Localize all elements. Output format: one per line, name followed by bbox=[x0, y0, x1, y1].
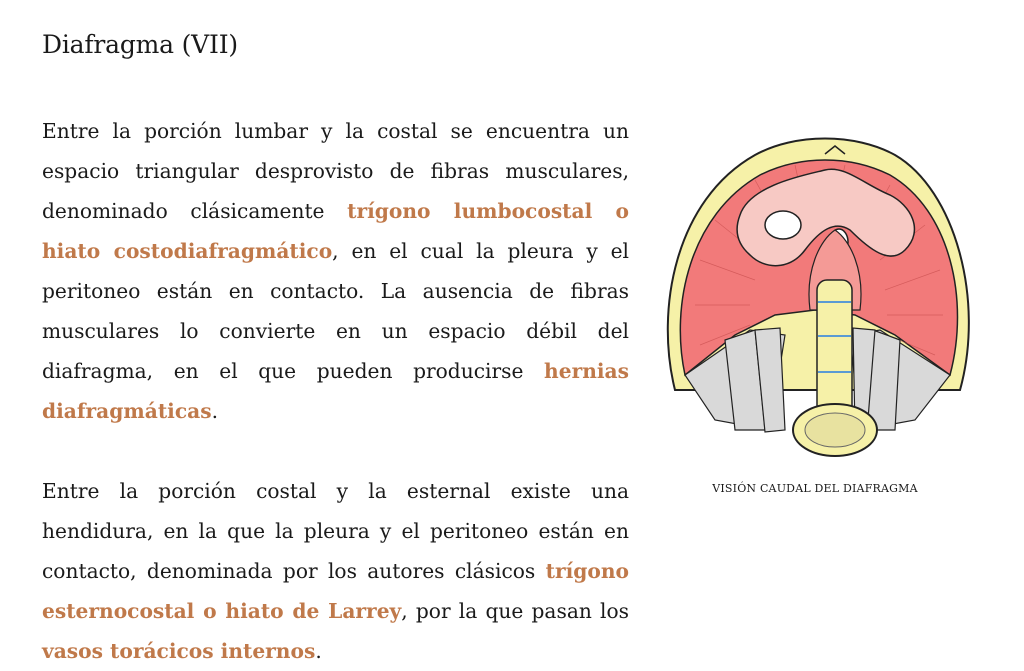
diaphragm-illustration bbox=[655, 130, 975, 470]
term-trigono-esternocostal: trígono esternocostal o hiato de Larrey bbox=[42, 559, 629, 623]
figure-caption: VISIÓN CAUDAL DEL DIAFRAGMA bbox=[712, 482, 918, 495]
text-segment: Entre la porción costal y la esternal existe una hendidura, en la que la pleura y el peritoneo están en contacto, denominada por los autores clásicos bbox=[42, 479, 629, 583]
text-segment: . bbox=[315, 639, 322, 663]
vertebral-column bbox=[817, 280, 852, 415]
text-segment: , en el cual la pleura y el peritoneo están en contacto. La ausencia de fibras musculares lo convierte en un espacio débil del diafragma, en el que pueden producirse bbox=[42, 239, 629, 383]
page-title: Diafragma (VII) bbox=[42, 30, 238, 59]
term-vasos-toracicos: vasos torácicos internos bbox=[42, 639, 316, 663]
text-segment: Entre la porción lumbar y la costal se encuentra un espacio triangular desprovisto de fibras musculares, denominado clásicamente bbox=[42, 119, 629, 223]
paragraph-esternocostal bbox=[42, 471, 629, 671]
text-segment: , por la que pasan los bbox=[401, 599, 630, 623]
text-segment: . bbox=[211, 399, 218, 423]
paragraph-lumbocostal bbox=[42, 111, 629, 431]
vena-cava-foramen bbox=[765, 211, 801, 239]
term-trigono-lumbocostal: trígono lumbocostal o hiato costodiafragmático bbox=[42, 199, 629, 263]
body-text bbox=[42, 111, 629, 671]
vertebral-body-inner bbox=[805, 413, 865, 447]
diaphragm-drawing bbox=[655, 130, 975, 470]
term-hernias-diafragmaticas: hernias diafragmáticas bbox=[42, 359, 629, 423]
